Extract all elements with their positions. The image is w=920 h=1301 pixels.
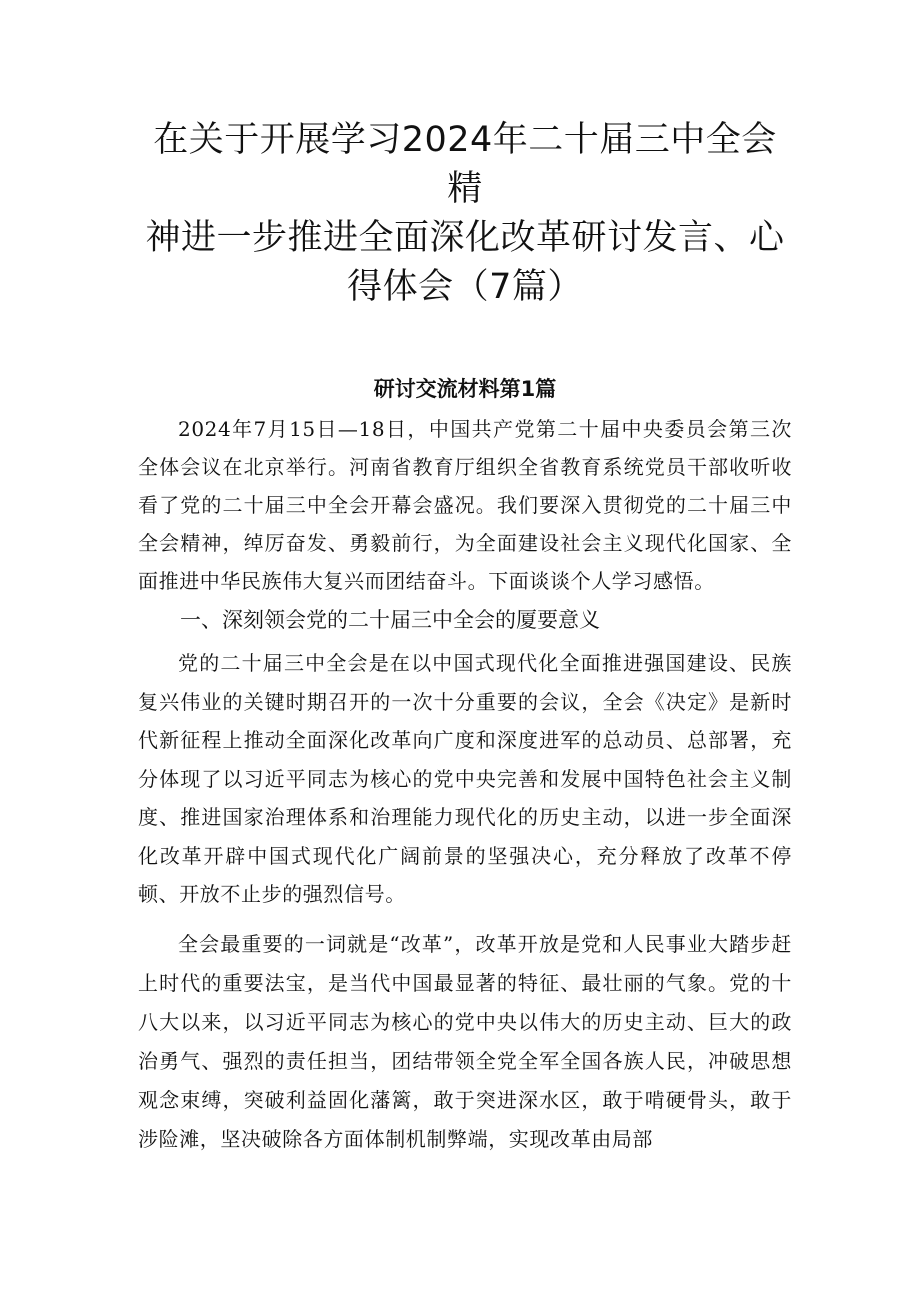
body-paragraph-2: 全会最重要的一词就是“改革”，改革开放是党和人民事业大踏步赶上时代的重要法宝，是当代中国最显著的特征、最壮丽的气象。党的十八大以来，以习近平同志为核心的党中央以伟大的历史主动、巨大的政治勇气、强烈的责任担当，团结带领全党全军全国各族人民，冲破思想观念束缚，突破利益固化藩篱，敢于突进深水区，敢于啃硬骨头，敢于涉险滩，坚决破除各方面体制机制弊端，实现改革由局部 xyxy=(138,931,792,1151)
intro-paragraph: 2024年7月15日—18日，中国共产党第二十届中央委员会第三次全体会议在北京举行。河南省教育厅组织全省教育系统党员干部收听收看了党的二十届三中全会开幕会盛况。我们要深入贯彻党的二十届三中全会精神，绰厉奋发、勇毅前行，为全面建设社会主义现代化国家、全面推进中华民族伟大复兴而团结奋斗。下面谈谈个人学习感悟。 xyxy=(138,417,792,593)
title-line-2: 神进一步推进全面深化改革研讨发言、心 xyxy=(145,218,785,258)
title-line-1: 在关于开展学习2024年二十届三中全会精 xyxy=(153,120,777,209)
section-title: 研讨交流材料第1篇 xyxy=(373,377,557,401)
body-paragraph-1: 党的二十届三中全会是在以中国式现代化全面推进强国建设、民族复兴伟业的关键时期召开的一次十分重要的会议，全会《决定》是新时代新征程上推动全面深化改革向广度和深度进军的总动员、总部署，充分体现了以习近平同志为核心的党中央完善和发展中国特色社会主义制度、推进国家治理体系和治理能力现代化的历史主动，以进一步全面深化改革开辟中国式现代化广阔前景的坚强决心，充分释放了改革不停顿、开放不止步的强烈信号。 xyxy=(138,651,792,906)
title-line-3: 得体会（7篇） xyxy=(347,267,583,307)
document-title xyxy=(138,116,792,312)
heading-significance: 一、深刻领会党的二十届三中全会的厦要意义 xyxy=(180,608,600,632)
